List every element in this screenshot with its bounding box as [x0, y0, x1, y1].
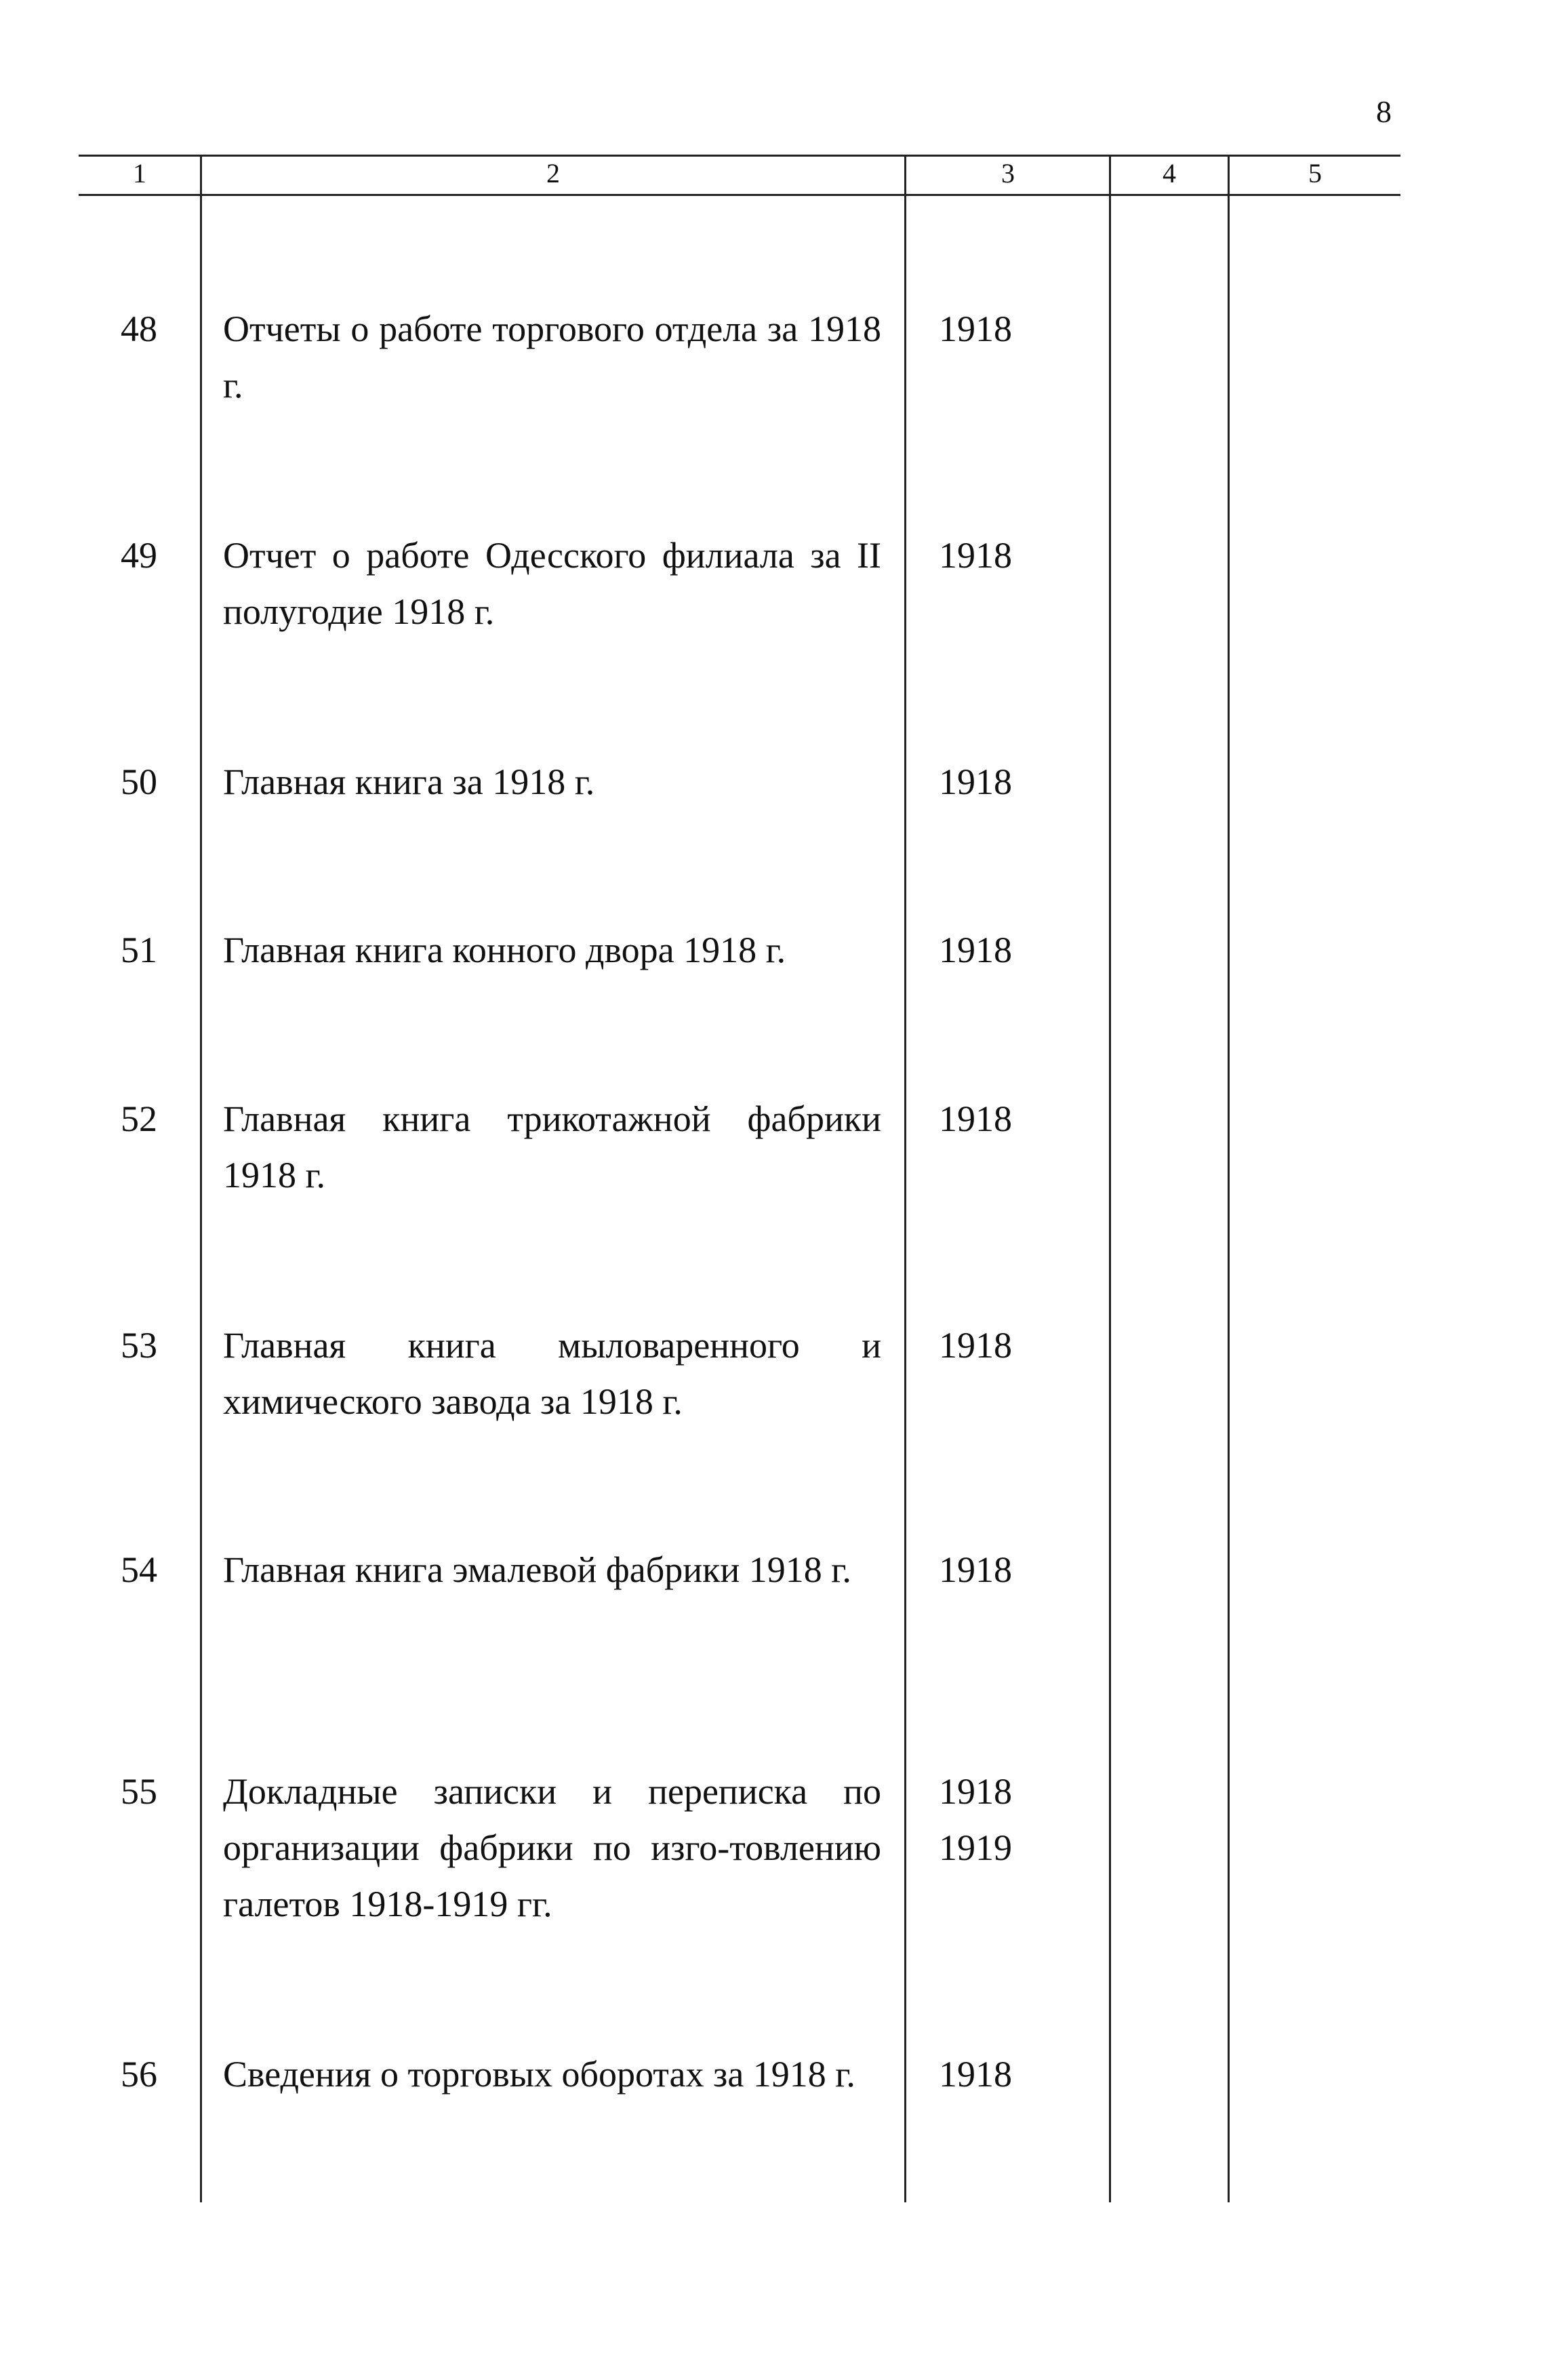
column-header-4: 4 — [1163, 158, 1176, 189]
row-years: 1918 — [939, 535, 1012, 576]
row-description: Отчеты о работе торгового отдела за 1918 г. — [223, 309, 881, 405]
row-years: 1918 — [939, 2054, 1012, 2095]
row-years: 1918 — [939, 1098, 1012, 1139]
row-description: Главная книга мыловаренного и химического завода за 1918 г. — [223, 1325, 881, 1422]
row-years: 1918 — [939, 1325, 1012, 1366]
row-description: Отчет о работе Одесского филиала за II полугодие 1918 г. — [223, 535, 881, 632]
header-bottom-rule — [79, 194, 1400, 196]
column-divider — [1228, 155, 1230, 2202]
row-years: 1918 — [939, 930, 1012, 970]
column-header-3: 3 — [1001, 158, 1015, 189]
column-divider — [200, 155, 202, 2202]
row-number: 50 — [121, 761, 157, 802]
row-years: 1918 1919 — [939, 1771, 1012, 1868]
row-number: 52 — [121, 1098, 157, 1139]
row-number: 51 — [121, 930, 157, 970]
row-years: 1918 — [939, 1549, 1012, 1590]
column-divider — [904, 155, 906, 2202]
row-number: 49 — [121, 535, 157, 576]
column-divider — [1109, 155, 1111, 2202]
row-years: 1918 — [939, 761, 1012, 802]
row-description: Главная книга трикотажной фабрики 1918 г. — [223, 1098, 881, 1195]
page-number: 8 — [1376, 94, 1392, 129]
row-number: 54 — [121, 1549, 157, 1590]
row-description: Главная книга эмалевой фабрики 1918 г. — [223, 1549, 851, 1590]
column-header-2: 2 — [546, 158, 560, 189]
row-number: 53 — [121, 1325, 157, 1366]
row-description: Сведения о торговых оборотах за 1918 г. — [223, 2054, 855, 2095]
row-description: Докладные записки и переписка по организации фабрики по изго-товлению галетов 1918-1919 гг. — [223, 1771, 881, 1924]
table-top-rule — [79, 155, 1400, 157]
row-number: 56 — [121, 2054, 157, 2095]
column-header-5: 5 — [1308, 158, 1322, 189]
row-number: 55 — [121, 1771, 157, 1812]
row-years: 1918 — [939, 309, 1012, 349]
row-description: Главная книга за 1918 г. — [223, 761, 595, 802]
column-header-1: 1 — [133, 158, 146, 189]
row-number: 48 — [121, 309, 157, 349]
row-description: Главная книга конного двора 1918 г. — [223, 930, 786, 970]
